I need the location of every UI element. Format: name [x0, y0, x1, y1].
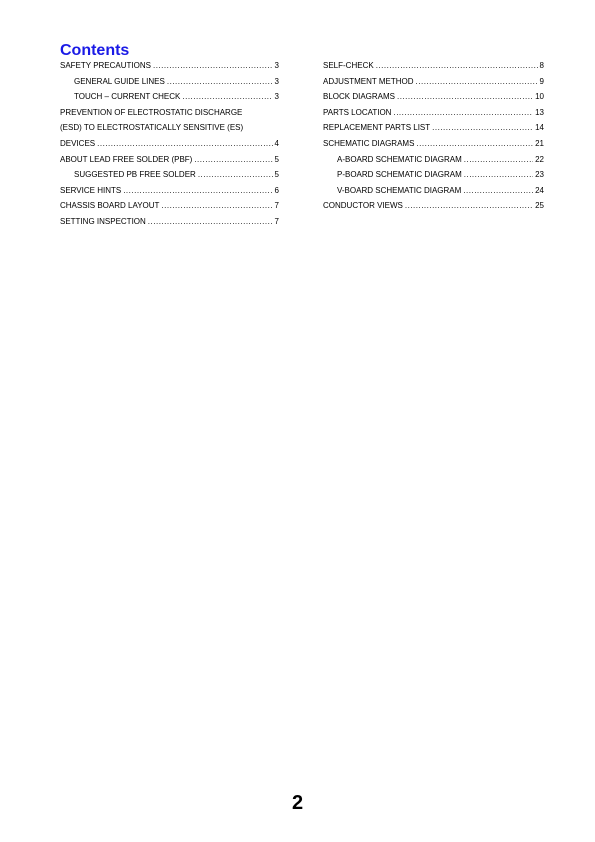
toc-entry-label: CONDUCTOR VIEWS: [323, 201, 403, 211]
dot-leader: [161, 198, 272, 214]
toc-entry-label: ADJUSTMENT METHOD: [323, 76, 414, 86]
dot-leader: [432, 120, 533, 136]
dot-leader: [416, 74, 538, 90]
toc-entry-page: 14: [535, 123, 544, 133]
toc-right-column: [323, 58, 544, 214]
toc-entry-label: (ESD) TO ELECTROSTATICALLY SENSITIVE (ES): [60, 123, 244, 133]
toc-entry-page: 3: [274, 92, 279, 102]
toc-entry-label: REPLACEMENT PARTS LIST: [323, 123, 431, 133]
toc-entry-page: 10: [535, 92, 544, 102]
toc-entry-page: 23: [535, 170, 544, 180]
toc-left-column: [60, 58, 279, 230]
contents-title: Contents: [60, 42, 130, 59]
toc-entry-esd-line-2[interactable]: [60, 120, 279, 136]
toc-entry-label: CHASSIS BOARD LAYOUT: [60, 201, 160, 211]
toc-entry-touch-current-check[interactable]: [60, 89, 279, 105]
toc-entry-adjustment-method[interactable]: [323, 74, 544, 90]
dot-leader: [198, 167, 273, 183]
dot-leader: [376, 58, 538, 74]
dot-leader: [464, 167, 533, 183]
toc-entry-general-guide-lines[interactable]: [60, 74, 279, 90]
dot-leader: [397, 89, 533, 105]
dot-leader: [416, 136, 533, 152]
toc-entry-page: 7: [274, 216, 279, 226]
page-number: 2: [291, 792, 304, 814]
dot-leader: [393, 105, 533, 121]
toc-entry-label: PREVENTION OF ELECTROSTATIC DISCHARGE: [60, 107, 243, 117]
toc-entry-page: 3: [274, 61, 279, 70]
toc-entry-page: 5: [274, 154, 279, 164]
dot-leader: [123, 183, 272, 199]
toc-entry-schematic-diagrams[interactable]: [323, 136, 544, 152]
toc-entry-esd-devices[interactable]: [60, 136, 279, 152]
toc-entry-page: 21: [535, 138, 544, 148]
toc-entry-replacement-parts-list[interactable]: [323, 120, 544, 136]
toc-entry-self-check[interactable]: [323, 58, 544, 74]
toc-entry-v-board-schematic[interactable]: [323, 183, 544, 199]
toc-entry-conductor-views[interactable]: [323, 198, 544, 214]
toc-entry-setting-inspection[interactable]: [60, 214, 279, 230]
toc-entry-label: SCHEMATIC DIAGRAMS: [323, 138, 415, 148]
toc-entry-page: 22: [535, 154, 544, 164]
dot-leader: [194, 152, 272, 168]
toc-entry-label: SUGGESTED PB FREE SOLDER: [74, 170, 196, 180]
toc-entry-label: TOUCH – CURRENT CHECK: [74, 92, 181, 102]
toc-entry-label: GENERAL GUIDE LINES: [74, 76, 165, 86]
toc-entry-label: SAFETY PRECAUTIONS: [60, 61, 151, 70]
toc-entry-page: 25: [535, 201, 544, 211]
dot-leader: [464, 152, 533, 168]
toc-entry-page: 7: [274, 201, 279, 211]
toc-entry-parts-location[interactable]: [323, 105, 544, 121]
toc-entry-page: 9: [539, 76, 544, 86]
toc-entry-label: ABOUT LEAD FREE SOLDER (PBF): [60, 154, 193, 164]
toc-entry-block-diagrams[interactable]: [323, 89, 544, 105]
toc-entry-page: 4: [274, 138, 279, 148]
toc-entry-page: 24: [535, 185, 544, 195]
toc-entry-label: A-BOARD SCHEMATIC DIAGRAM: [337, 154, 462, 164]
toc-entry-esd-line-1[interactable]: [60, 105, 279, 121]
toc-entry-label: BLOCK DIAGRAMS: [323, 92, 396, 102]
toc-entry-page: 3: [274, 76, 279, 86]
toc-entry-page: 8: [539, 61, 544, 70]
toc-entry-label: SETTING INSPECTION: [60, 216, 146, 226]
toc-entry-label: SELF-CHECK: [323, 61, 374, 70]
toc-entry-suggested-pb-free-solder[interactable]: [60, 167, 279, 183]
toc-entry-a-board-schematic[interactable]: [323, 152, 544, 168]
toc-entry-label: DEVICES: [60, 138, 96, 148]
toc-entry-page: 13: [535, 107, 544, 117]
toc-entry-label: SERVICE HINTS: [60, 185, 122, 195]
toc-entry-label: P-BOARD SCHEMATIC DIAGRAM: [337, 170, 462, 180]
dot-leader: [182, 89, 272, 105]
dot-leader: [148, 214, 273, 230]
toc-entry-page: 6: [274, 185, 279, 195]
toc-entry-chassis-board-layout[interactable]: [60, 198, 279, 214]
toc-entry-service-hints[interactable]: [60, 183, 279, 199]
toc-entry-page: 5: [274, 170, 279, 180]
toc-entry-safety-precautions[interactable]: [60, 58, 279, 74]
dot-leader: [405, 198, 533, 214]
toc-entry-label: PARTS LOCATION: [323, 107, 392, 117]
dot-leader: [463, 183, 533, 199]
toc-entry-label: V-BOARD SCHEMATIC DIAGRAM: [337, 185, 462, 195]
dot-leader: [97, 136, 272, 152]
dot-leader: [167, 74, 273, 90]
toc-entry-lead-free-solder[interactable]: [60, 152, 279, 168]
dot-leader: [153, 58, 273, 74]
toc-entry-p-board-schematic[interactable]: [323, 167, 544, 183]
